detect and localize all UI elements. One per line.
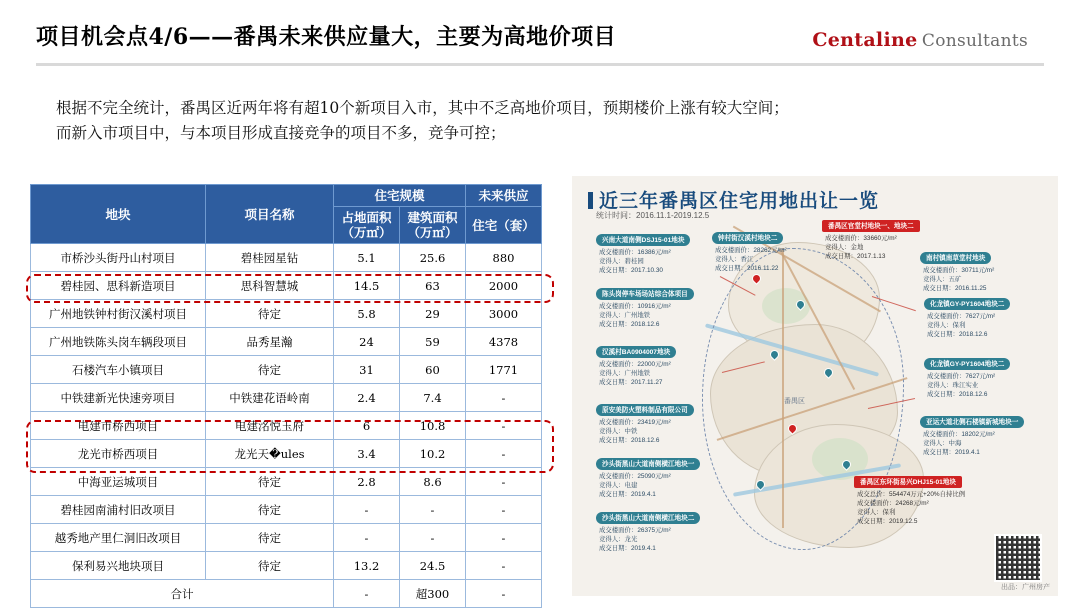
map-center-label: 番禺区 [784,398,805,405]
card-caption: 原安美防火塑料制品有限公司 [596,404,694,416]
land-parcel-card-yuananmei [596,404,694,445]
cell-project-name: 待定 [206,524,334,552]
card-caption: 南村镇南草堂村地块 [920,252,991,264]
cell-plot: 越秀地产里仁洞旧改项目 [31,524,206,552]
card-detail-line: 竞得人：龙光 [599,535,638,543]
card-caption: 汉溪村BA0904007地块 [596,346,676,358]
land-parcel-card-hualong-1604-a [924,298,1010,339]
cell-units: 880 [466,244,542,272]
card-detail-line: 竞得人：碧桂园 [599,257,644,265]
future-supply-table [30,184,542,608]
table-head [31,185,542,244]
cell-build-area: 60 [400,356,466,384]
infographic-source: 出品：广州房产 [1001,584,1050,591]
intro-line-2: 而新入市项目中，与本项目形成直接竞争的项目不多，竞争可控； [56,124,506,142]
land-transfer-infographic [572,176,1058,596]
cell-project-name: 品秀星瀚 [206,328,334,356]
th-residential-units: 住宅（套） [466,207,542,244]
intro-line-1: 根据不完全统计，番禺区近两年将有超10个新项目入市，其中不乏高地价项目，预期楼价上涨有较大空间； [56,99,789,117]
card-detail-line: 成交日期：2017.1.13 [825,253,886,261]
th-plot: 地块 [31,185,206,244]
card-detail-line: 成交日期：2016.11.25 [923,285,987,293]
cell-units: 4378 [466,328,542,356]
cell-project-name: 中铁建花语岭南 [206,384,334,412]
cell-plot: 广州地铁钟村街汉溪村项目 [31,300,206,328]
card-caption: 钟村街汉溪村地块二 [712,232,783,244]
qr-code[interactable] [994,534,1042,582]
supply-table-wrap [30,184,542,608]
card-detail-line: 成交日期：2017.11.27 [599,379,663,387]
cell-units: - [466,440,542,468]
cell-units: - [466,384,542,412]
card-detail-line: 成交楼面价：16386元/m² [599,248,671,256]
cell-land-area: - [334,496,400,524]
cell-land-area: 5.8 [334,300,400,328]
table-row [31,496,542,524]
cell-build-area: 10.8 [400,412,466,440]
cell-project-name: 电建洺悦玉府 [206,412,334,440]
land-parcel-card-xingnan-dadao [596,234,690,275]
table-row [31,356,542,384]
cell-build-area: 8.6 [400,468,466,496]
table-row [31,412,542,440]
card-detail-line: 成交日期：2018.12.6 [927,331,988,339]
card-detail-line: 竞得人：五矿 [923,275,962,283]
total-label: 合计 [31,580,334,608]
land-parcel-card-donghuanjie-yixing [854,476,965,527]
cell-project-name: 碧桂园星钻 [206,244,334,272]
card-detail-line: 成交日期：2018.12.6 [599,321,660,329]
land-parcel-card-shatou-hengjiang-1 [596,458,700,499]
card-detail-line: 成交日期：2016.11.22 [715,265,779,273]
card-detail-line: 竞得人：电建 [599,481,638,489]
card-detail-line: 竞得人：广州地铁 [599,369,651,377]
card-caption: 兴南大道南侧DSJ15-01地块 [596,234,690,246]
cell-build-area: 10.2 [400,440,466,468]
cell-plot: 中海亚运城项目 [31,468,206,496]
cell-units: 3000 [466,300,542,328]
cell-units: - [466,524,542,552]
cell-project-name: 龙光天�ules [206,440,334,468]
card-caption: 化龙镇GY-PY1604地块二 [924,298,1010,310]
cell-land-area: 2.4 [334,384,400,412]
total-land: - [334,580,400,608]
cell-land-area: 2.8 [334,468,400,496]
land-parcel-card-hanxicun [596,346,676,387]
card-detail-line: 成交日期：2018.12.6 [599,437,660,445]
card-caption: 陈头岗停车场场站综合体项目 [596,288,694,300]
cell-units: - [466,496,542,524]
cell-units: - [466,468,542,496]
card-detail-line: 成交日期：2019.4.1 [923,449,980,457]
card-caption: 化龙镇GY-PY1604地块二 [924,358,1010,370]
cell-land-area: 24 [334,328,400,356]
page-title: 项目机会点4/6——番禺未来供应量大，主要为高地价项目 [36,24,617,50]
cell-units: 1771 [466,356,542,384]
cell-land-area: 14.5 [334,272,400,300]
card-detail-line: 成交楼面价：10916元/m² [599,302,671,310]
cell-build-area: 29 [400,300,466,328]
table-row [31,244,542,272]
card-detail-line: 成交楼面价：7627元/m² [927,372,996,380]
brand-logo [812,29,1028,51]
brand-primary: Centaline [812,29,918,51]
th-future-supply-group: 未来供应 [466,185,542,207]
th-project-name: 项目名称 [206,185,334,244]
table-row [31,300,542,328]
card-detail-line: 成交楼面价：25090元/m² [599,472,671,480]
cell-plot: 市桥沙头街丹山村项目 [31,244,206,272]
cell-build-area: 7.4 [400,384,466,412]
cell-plot: 中铁建新光快速旁项目 [31,384,206,412]
cell-plot: 碧桂园南浦村旧改项目 [31,496,206,524]
card-detail-line: 成交楼面价：18202元/m² [923,430,995,438]
land-parcel-card-nancun-caotang [920,252,994,293]
cell-units: - [466,412,542,440]
card-detail-line: 竞得人：中海 [923,439,962,447]
card-detail-line: 成交楼面价：33660元/m² [825,234,897,242]
card-detail-line: 竞得人：中铁 [599,427,638,435]
card-detail-line: 成交楼面价：26375元/m² [599,526,671,534]
card-detail-line: 成交楼面价：22000元/m² [599,360,671,368]
cell-project-name: 待定 [206,300,334,328]
infographic-title [588,186,879,213]
land-parcel-card-yayun-shilou [920,416,1024,457]
table-total-row [31,580,542,608]
land-parcel-card-chentougang [596,288,694,329]
title-accent-bar [588,192,593,209]
infographic-subtitle: 统计时间：2016.11.1-2019.12.5 [596,211,710,220]
th-land-area: 占地面积（万㎡） [334,207,400,244]
cell-project-name: 待定 [206,496,334,524]
cell-plot: 保利易兴地块项目 [31,552,206,580]
slide-header [0,0,1080,66]
th-build-area: 建筑面积（万㎡） [400,207,466,244]
cell-build-area: 59 [400,328,466,356]
cell-plot: 广州地铁陈头岗车辆段项目 [31,328,206,356]
table-header-row-1 [31,185,542,207]
card-detail-line: 竞得人：广州地铁 [599,311,651,319]
card-detail-line: 成交楼面价：30711元/m² [923,266,995,274]
cell-units: 2000 [466,272,542,300]
card-caption: 亚运大道北侧石楼镇新城地块一 [920,416,1024,428]
header-divider [36,63,1044,66]
total-build: 超300 [400,580,466,608]
cell-project-name: 待定 [206,356,334,384]
brand-secondary: Consultants [921,31,1028,51]
th-scale-group: 住宅规模 [334,185,466,207]
table-row [31,524,542,552]
land-parcel-card-guantangcun [822,220,920,261]
cell-land-area: - [334,524,400,552]
table-row [31,328,542,356]
cell-project-name: 待定 [206,468,334,496]
card-detail-line: 竞得人：保利 [927,321,966,329]
cell-land-area: 5.1 [334,244,400,272]
card-detail-line: 成交楼面价：23419元/m² [599,418,671,426]
card-detail-line: 竞得人：香江 [715,255,754,263]
table-row [31,272,542,300]
card-detail-line: 成交日期：2019.12.5 [857,518,918,526]
table-body [31,244,542,580]
cell-build-area: 25.6 [400,244,466,272]
card-caption: 沙头街黑山大道南侧横江地块二 [596,512,700,524]
cell-units: - [466,552,542,580]
land-parcel-card-hualong-1604-b [924,358,1010,399]
total-units: - [466,580,542,608]
card-detail-line: 成交总价：554474万元+20%自持比例 [857,490,966,498]
table-row [31,440,542,468]
cell-project-name: 思科智慧城 [206,272,334,300]
cell-build-area: 24.5 [400,552,466,580]
card-detail-line: 竞得人：保利 [857,509,896,517]
card-detail-line: 成交日期：2019.4.1 [599,545,656,553]
table-foot [31,580,542,608]
table-row [31,468,542,496]
card-caption: 番禺区官堂村地块一、地块二 [822,220,920,232]
cell-land-area: 3.4 [334,440,400,468]
cell-plot: 电建市桥西项目 [31,412,206,440]
card-detail-line: 成交楼面价：7627元/m² [927,312,996,320]
cell-land-area: 13.2 [334,552,400,580]
cell-land-area: 31 [334,356,400,384]
card-detail-line: 竞得人：金地 [825,243,864,251]
cell-plot: 龙光市桥西项目 [31,440,206,468]
qr-code-pattern [996,536,1040,580]
card-detail-line: 成交日期：2019.4.1 [599,491,656,499]
card-detail-line: 成交楼面价：24268元/m² [857,499,929,507]
card-caption: 沙头街黑山大道南侧横江地块一 [596,458,700,470]
land-parcel-card-shatou-hengjiang-2 [596,512,700,553]
card-detail-line: 成交楼面价：28262元/m² [715,246,787,254]
cell-project-name: 待定 [206,552,334,580]
cell-build-area: 63 [400,272,466,300]
infographic-title-text: 近三年番禺区住宅用地出让一览 [599,191,880,212]
table-row [31,384,542,412]
cell-plot: 石楼汽车小镇项目 [31,356,206,384]
table-row [31,552,542,580]
card-detail-line: 成交日期：2018.12.6 [927,391,988,399]
card-caption: 番禺区东环街易兴DHJ15-01地块 [854,476,962,488]
card-detail-line: 成交日期：2017.10.30 [599,267,663,275]
intro-paragraph [56,96,1056,146]
cell-build-area: - [400,524,466,552]
cell-land-area: 6 [334,412,400,440]
cell-plot: 碧桂园、思科新造项目 [31,272,206,300]
cell-build-area: - [400,496,466,524]
land-parcel-card-zhongcun-hanxi-2 [712,232,787,273]
card-detail-line: 竞得人：珠江实业 [927,381,979,389]
